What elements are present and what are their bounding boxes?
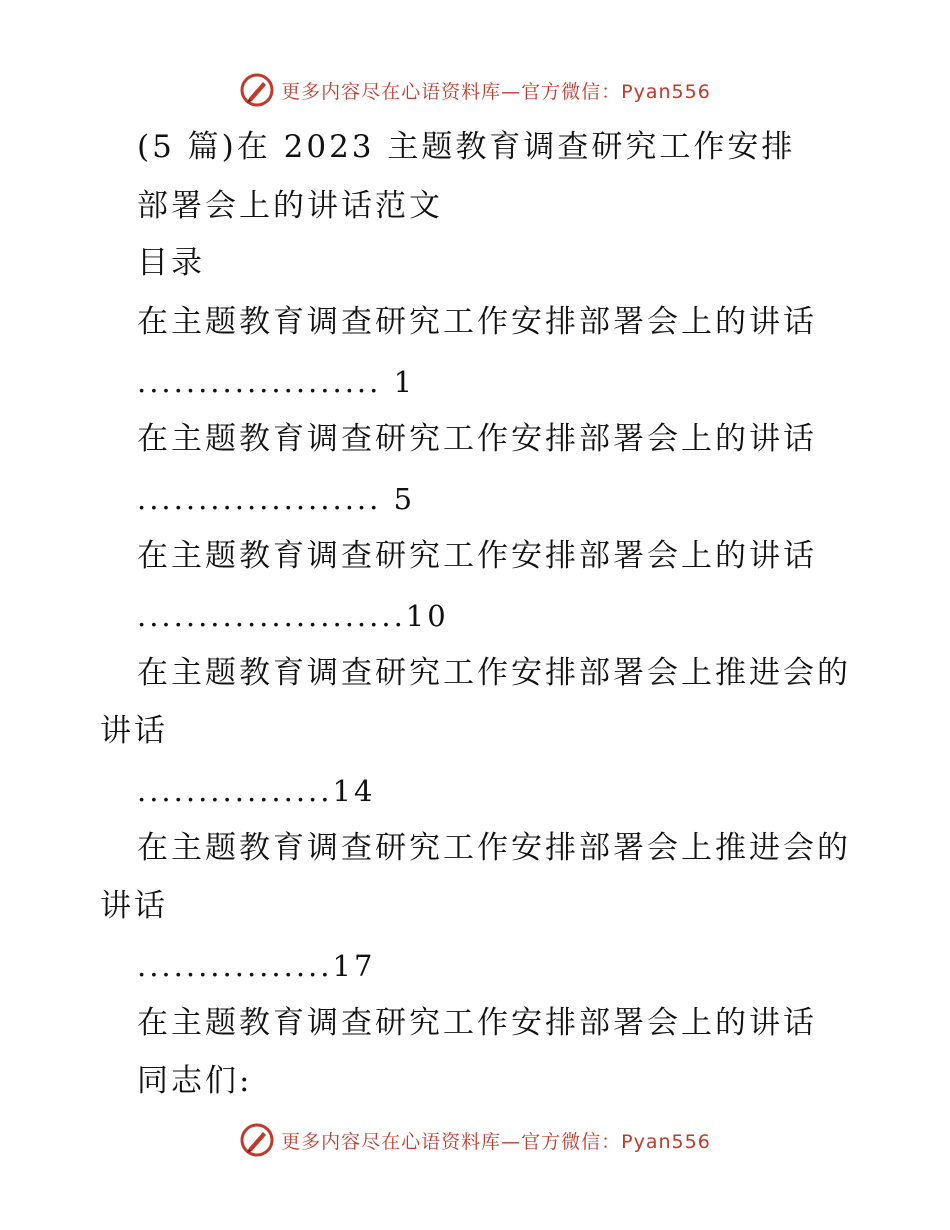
toc-entry-3-title: 在主题教育调查研究工作安排部署会上的讲话 (137, 538, 817, 574)
pen-logo-icon (239, 72, 275, 108)
toc-entry-4-leader: ................14 (137, 774, 376, 808)
watermark-text: 更多内容尽在心语资料库—官方微信：Pyan556 (281, 80, 711, 103)
toc-entry-5-title-cont: 讲话 (100, 888, 168, 924)
section-heading: 在主题教育调查研究工作安排部署会上的讲话 (137, 1005, 817, 1041)
toc-entry-5-leader: ................17 (137, 949, 376, 983)
toc-entry-5-title: 在主题教育调查研究工作安排部署会上推进会的 (137, 830, 851, 866)
watermark-banner-top (0, 70, 950, 110)
watermark-text: 更多内容尽在心语资料库—官方微信：Pyan556 (281, 1130, 711, 1153)
salutation: 同志们: (137, 1063, 253, 1099)
toc-entry-1-leader: .................... 1 (137, 365, 416, 399)
document-title-line-2: 部署会上的讲话范文 (137, 188, 443, 224)
toc-entry-1-title: 在主题教育调查研究工作安排部署会上的讲话 (137, 304, 817, 340)
toc-entry-4-title: 在主题教育调查研究工作安排部署会上推进会的 (137, 655, 851, 691)
toc-entry-2-leader: .................... 5 (137, 482, 416, 516)
toc-heading: 目录 (137, 245, 205, 281)
document-title-line-1: (5 篇)在 2023 主题教育调查研究工作安排 (137, 129, 796, 165)
toc-entry-2-title: 在主题教育调查研究工作安排部署会上的讲话 (137, 421, 817, 457)
toc-entry-3-leader: ......................10 (137, 599, 449, 633)
toc-entry-4-title-cont: 讲话 (100, 713, 168, 749)
watermark-banner-bottom (0, 1120, 950, 1160)
pen-logo-icon (239, 1122, 275, 1158)
